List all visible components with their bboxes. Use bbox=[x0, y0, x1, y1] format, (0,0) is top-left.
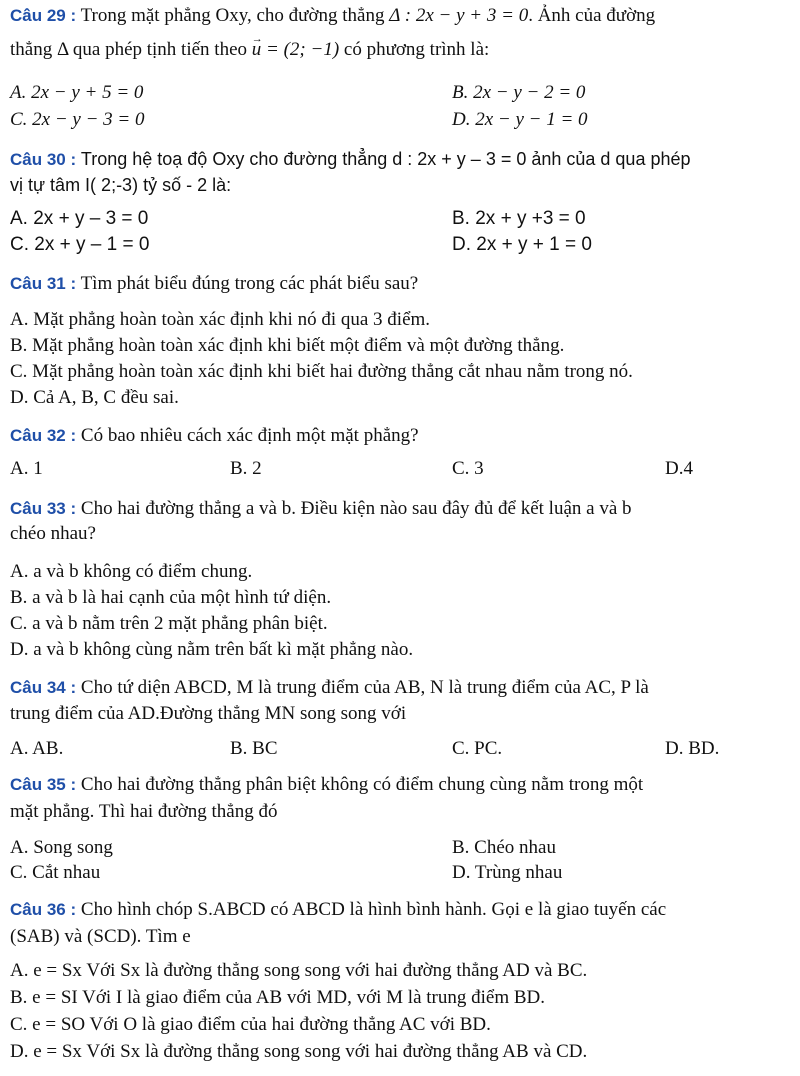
question-32-option-a: A. 1 bbox=[10, 458, 43, 479]
question-31-option-c: C. Mặt phẳng hoàn toàn xác định khi biết hai đường thẳng cắt nhau nằm trong nó. bbox=[10, 361, 633, 382]
question-31-option-b: B. Mặt phẳng hoàn toàn xác định khi biết một điểm và một đường thẳng. bbox=[10, 335, 565, 356]
question-34-option-c: C. PC. bbox=[452, 738, 503, 759]
question-29-label: Câu 29 : bbox=[10, 6, 77, 25]
question-32-option-d: D.4 bbox=[665, 458, 693, 479]
question-29-line-2: thẳng Δ qua phép tịnh tiến theo → u = (2; −1) có phương trình là: bbox=[10, 38, 489, 62]
question-32-line-1: Câu 32 : Có bao nhiêu cách xác định một mặt phẳng? bbox=[10, 425, 419, 446]
question-30-line-2: vị tự tâm I( 2;-3) tỷ số - 2 là: bbox=[10, 175, 232, 195]
question-31-option-a: A. Mặt phẳng hoàn toàn xác định khi nó đi qua 3 điểm. bbox=[10, 309, 431, 330]
question-36-option-b: B. e = SI Với I là giao điểm của AB với MD, với M là trung điểm BD. bbox=[10, 987, 545, 1008]
question-34-option-d: D. BD. bbox=[665, 738, 720, 759]
question-32-option-b: B. 2 bbox=[230, 458, 262, 479]
question-36-option-a: A. e = Sx Với Sx là đường thẳng song song với hai đường thẳng AD và BC. bbox=[10, 960, 588, 981]
question-31-option-d: D. Cả A, B, C đều sai. bbox=[10, 387, 179, 408]
question-32-option-c: C. 3 bbox=[452, 458, 484, 479]
question-35-option-b: B. Chéo nhau bbox=[452, 837, 556, 858]
question-33-option-d: D. a và b không cùng nằm trên bất kì mặt phẳng nào. bbox=[10, 639, 414, 660]
question-29-option-d: D. 2x − y − 1 = 0 bbox=[452, 109, 588, 130]
question-31-line-1: Câu 31 : Tìm phát biểu đúng trong các phát biểu sau? bbox=[10, 273, 419, 294]
question-34-label: Câu 34 : bbox=[10, 678, 77, 697]
question-34-line-2: trung điểm của AD.Đường thẳng MN song song với bbox=[10, 703, 407, 724]
question-35-line-2: mặt phẳng. Thì hai đường thẳng đó bbox=[10, 801, 278, 822]
question-30-option-c: C. 2x + y – 1 = 0 bbox=[10, 234, 150, 255]
question-33-line-1: Câu 33 : Cho hai đường thẳng a và b. Điều kiện nào sau đây đủ để kết luận a và b bbox=[10, 498, 632, 519]
question-33-option-b: B. a và b là hai cạnh của một hình tứ diện. bbox=[10, 587, 332, 608]
question-30-label: Câu 30 : bbox=[10, 150, 77, 169]
question-34-option-b: B. BC bbox=[230, 738, 278, 759]
question-35-option-c: C. Cắt nhau bbox=[10, 862, 101, 883]
question-36-line-2: (SAB) và (SCD). Tìm e bbox=[10, 926, 191, 947]
question-35-label: Câu 35 : bbox=[10, 775, 77, 794]
question-34-option-a: A. AB. bbox=[10, 738, 64, 759]
question-30-line-1: Câu 30 : Trong hệ toạ độ Oxy cho đường thẳng d : 2x + y – 3 = 0 ảnh của d qua phép bbox=[10, 149, 691, 169]
question-32-label: Câu 32 : bbox=[10, 426, 77, 445]
question-29-equation: Δ : 2x − y + 3 = 0 bbox=[389, 5, 529, 26]
question-36-label: Câu 36 : bbox=[10, 900, 77, 919]
question-35-option-d: D. Trùng nhau bbox=[452, 862, 563, 883]
question-34-line-1: Câu 34 : Cho tứ diện ABCD, M là trung điểm của AB, N là trung điểm của AC, P là bbox=[10, 677, 649, 698]
question-33-option-c: C. a và b nằm trên 2 mặt phẳng phân biệt. bbox=[10, 613, 328, 634]
question-29-line-1: Câu 29 : Trong mặt phẳng Oxy, cho đường thẳng Δ : 2x − y + 3 = 0. Ảnh của đường bbox=[10, 5, 656, 26]
question-36-option-d: D. e = Sx Với Sx là đường thẳng song song với hai đường thẳng AB và CD. bbox=[10, 1041, 588, 1062]
question-33-label: Câu 33 : bbox=[10, 499, 77, 518]
question-29-option-c: C. 2x − y − 3 = 0 bbox=[10, 109, 145, 130]
question-31-label: Câu 31 : bbox=[10, 274, 77, 293]
question-30-option-b: B. 2x + y +3 = 0 bbox=[452, 208, 586, 229]
question-29-option-b: B. 2x − y − 2 = 0 bbox=[452, 82, 586, 103]
question-35-option-a: A. Song song bbox=[10, 837, 113, 858]
question-36-option-c: C. e = SO Với O là giao điểm của hai đường thẳng AC với BD. bbox=[10, 1014, 491, 1035]
question-30-option-d: D. 2x + y + 1 = 0 bbox=[452, 234, 592, 255]
question-36-line-1: Câu 36 : Cho hình chóp S.ABCD có ABCD là hình bình hành. Gọi e là giao tuyến các bbox=[10, 899, 667, 920]
question-33-line-2: chéo nhau? bbox=[10, 523, 96, 544]
question-29-option-a: A. 2x − y + 5 = 0 bbox=[10, 82, 144, 103]
vector-u: → u bbox=[252, 38, 262, 62]
question-35-line-1: Câu 35 : Cho hai đường thẳng phân biệt không có điểm chung cùng nằm trong một bbox=[10, 774, 644, 795]
question-33-option-a: A. a và b không có điểm chung. bbox=[10, 561, 253, 582]
question-30-option-a: A. 2x + y – 3 = 0 bbox=[10, 208, 149, 229]
